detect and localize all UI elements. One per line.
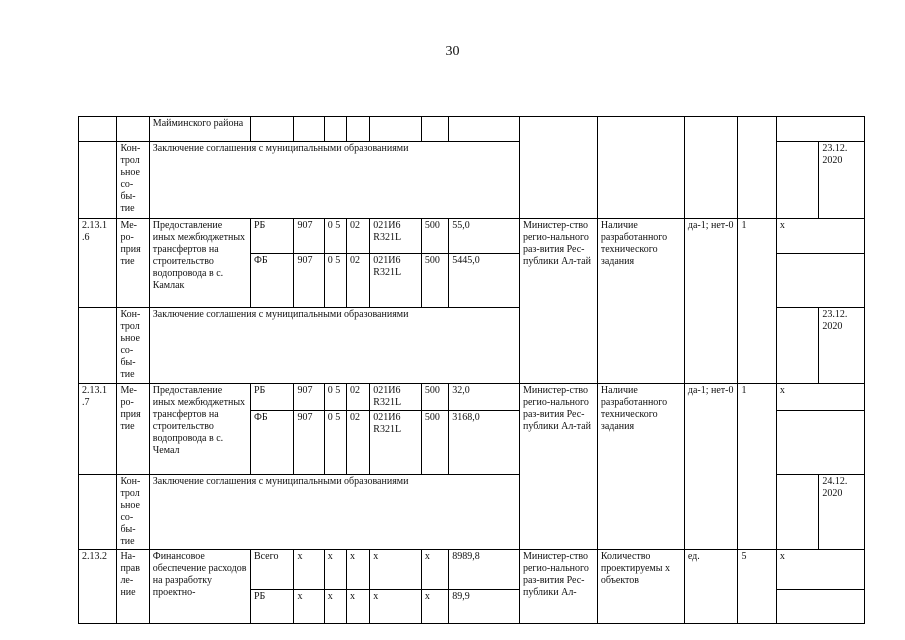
indicator-cell: Наличие разработанного технического задания bbox=[597, 384, 684, 550]
table-row: 2.13.1 .6 Ме-ро-прия тие Предоставление иных межбюджетных трансфертов на строительство водопровода в с. Камлак РБ 907 0 5 02 021И6 R321L 500 55,0 Министер-ство регио-нального раз-вития Рес-публики Ал-тай Наличие разработанного технического задания да-1; нет-0 1 х bbox=[79, 219, 865, 254]
value-cell: 5 bbox=[738, 550, 776, 624]
activity-description: Предоставление иных межбюджетных трансфертов на строительство водопровода в с. Чемал bbox=[149, 384, 250, 475]
indicator-cell: Количество проектируемы х объектов bbox=[597, 550, 684, 624]
control-event-label: Кон-трол ьное со-бы-тие bbox=[117, 142, 149, 219]
amount-cell: 8989,8 bbox=[449, 550, 520, 590]
table-row: РБ х х х х х 89,9 bbox=[79, 590, 865, 624]
responsible-cell: Министер-ство регио-нального раз-вития Рес-публики Ал- bbox=[519, 550, 597, 624]
page-number: 30 bbox=[445, 44, 460, 59]
executor-cell: Майминского района bbox=[149, 117, 250, 142]
amount-cell: 55,0 bbox=[449, 219, 520, 254]
activity-type: На-прав ле-ние bbox=[117, 550, 149, 624]
activity-description: Финансовое обеспечение расходов на разработку проектно- bbox=[149, 550, 250, 624]
control-event-label: Кон-трол ьное со-бы-тие bbox=[117, 475, 149, 550]
unit-cell: да-1; нет-0 bbox=[684, 219, 738, 384]
responsible-cell: Министер-ство регио-нального раз-вития Рес-публики Ал-тай bbox=[519, 219, 597, 384]
activity-number: 2.13.2 bbox=[79, 550, 117, 624]
value-cell: 1 bbox=[738, 219, 776, 384]
activity-type: Ме-ро-прия тие bbox=[117, 219, 149, 308]
control-event-text: Заключение соглашения с муниципальными образованиями bbox=[149, 475, 519, 550]
activity-description: Предоставление иных межбюджетных трансфертов на строительство водопровода в с. Камлак bbox=[149, 219, 250, 308]
activity-type: Ме-ро-прия тие bbox=[117, 384, 149, 475]
table-row: ФБ 907 0 5 02 021И6 R321L 500 5445,0 bbox=[79, 254, 865, 308]
table-row: 2.13.1 .7 Ме-ро-прия тие Предоставление иных межбюджетных трансфертов на строительство водопровода в с. Чемал РБ 907 0 5 02 021И6 R321L 500 32,0 Министер-ство регио-нального раз-вития Рес-публики Ал-тай Наличие разработанного технического задания да-1; нет-0 1 х bbox=[79, 384, 865, 411]
control-event-date: 23.12. 2020 bbox=[819, 142, 865, 219]
activity-number: 2.13.1 .6 bbox=[79, 219, 117, 308]
table-row bbox=[79, 117, 865, 142]
amount-cell: 89,9 bbox=[449, 590, 520, 624]
amount-cell: 3168,0 bbox=[449, 411, 520, 475]
unit-cell: ед. bbox=[684, 550, 738, 624]
control-event-date: 24.12. 2020 bbox=[819, 475, 865, 550]
amount-cell: 32,0 bbox=[449, 384, 520, 411]
control-event-text: Заключение соглашения с муниципальными образованиями bbox=[149, 308, 519, 384]
control-event-date: 23.12. 2020 bbox=[819, 308, 865, 384]
indicator-cell: Наличие разработанного технического задания bbox=[597, 219, 684, 384]
program-activities-table bbox=[78, 116, 865, 624]
table-row: 2.13.2 На-прав ле-ние Финансовое обеспечение расходов на разработку проектно- Всего х х х х х 8989,8 Министер-ство регио-нального раз-вития Рес-публики Ал- Количество проектируемы х объектов ед. 5 х bbox=[79, 550, 865, 590]
table-row: ФБ 907 0 5 02 021И6 R321L 500 3168,0 bbox=[79, 411, 865, 475]
activity-number: 2.13.1 .7 bbox=[79, 384, 117, 475]
control-event-label: Кон-трол ьное со-бы-тие bbox=[117, 308, 149, 384]
control-event-text: Заключение соглашения с муниципальными образованиями bbox=[149, 142, 519, 219]
amount-cell: 5445,0 bbox=[449, 254, 520, 308]
value-cell: 1 bbox=[738, 384, 776, 550]
unit-cell: да-1; нет-0 bbox=[684, 384, 738, 550]
responsible-cell: Министер-ство регио-нального раз-вития Рес-публики Ал-тай bbox=[519, 384, 597, 550]
